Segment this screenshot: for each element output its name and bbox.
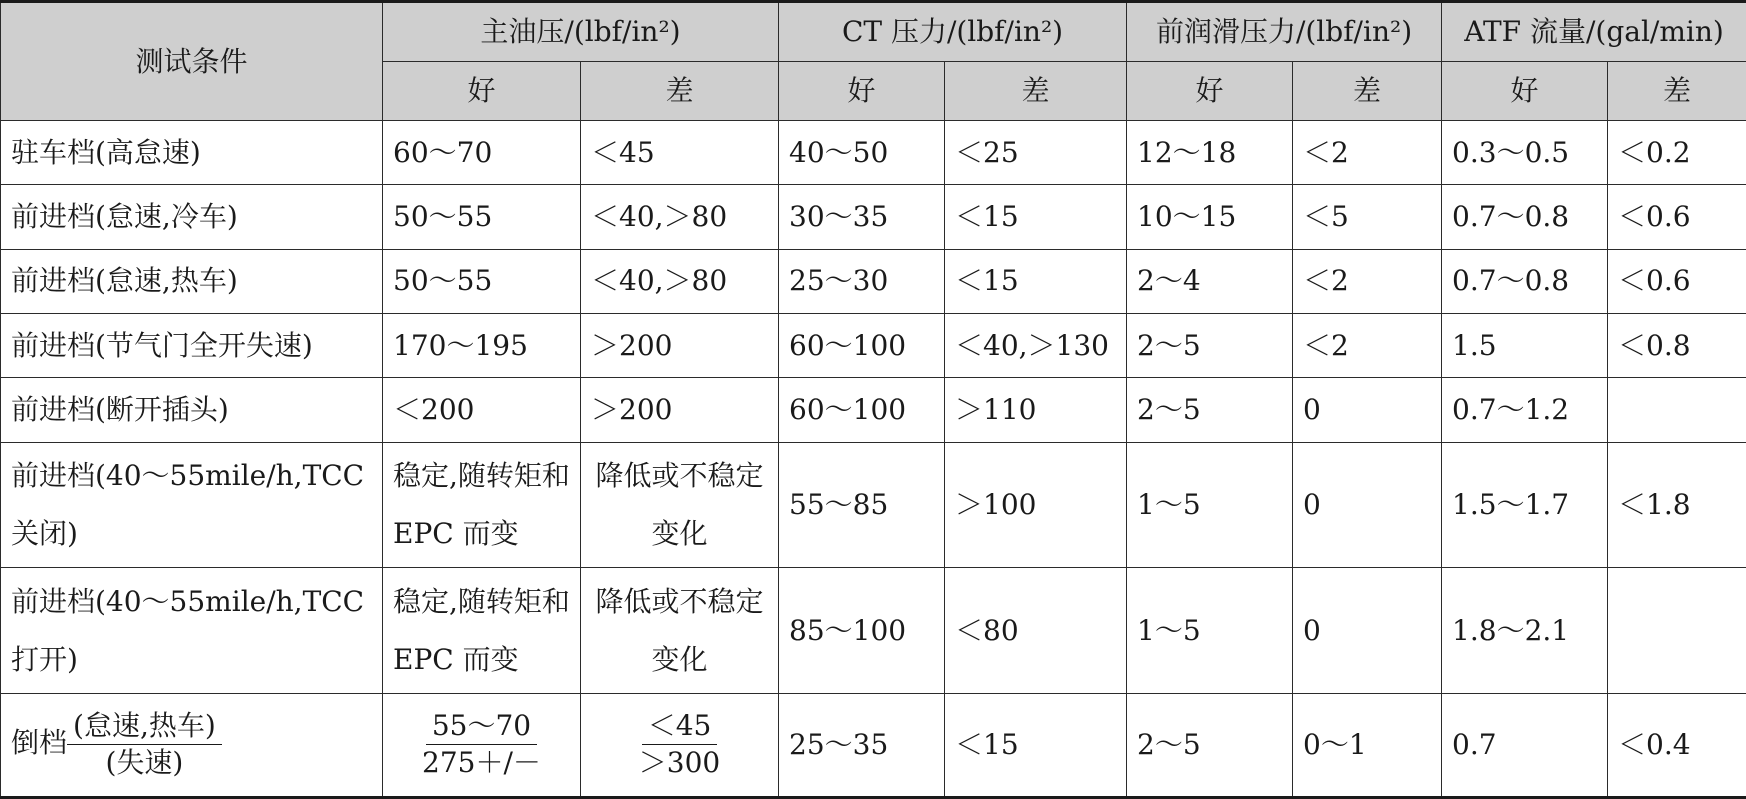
header-bad: 差 [1608, 62, 1746, 121]
table-row [1, 693, 1746, 797]
cell-main-pressure-bad: ＞200 [581, 378, 779, 442]
cell-ct-bad: ＞100 [945, 442, 1127, 568]
cell-atf-bad [1608, 568, 1746, 694]
row-condition [1, 693, 383, 797]
row-condition: 前进档(断开插头) [1, 378, 383, 442]
table-header [1, 2, 1746, 121]
cell-ct-bad: ＜15 [945, 185, 1127, 249]
cell-lube-good: 12～18 [1127, 121, 1293, 185]
header-test-condition: 测试条件 [1, 2, 383, 121]
cell-lube-good: 2～5 [1127, 314, 1293, 378]
cell-lube-good: 2～5 [1127, 693, 1293, 797]
cell-lube-good: 10～15 [1127, 185, 1293, 249]
cell-lube-good: 2～5 [1127, 378, 1293, 442]
cell-lube-bad: ＜5 [1293, 185, 1442, 249]
cell-ct-good: 40～50 [779, 121, 945, 185]
cell-lube-bad: 0 [1293, 568, 1442, 694]
cell-ct-good: 25～35 [779, 693, 945, 797]
cell-ct-good: 60～100 [779, 314, 945, 378]
header-front-lube-pressure: 前润滑压力/(lbf/in²) [1127, 2, 1442, 62]
main-pressure-good-denominator: 275＋/－ [422, 746, 541, 780]
main-pressure-bad-numerator: ＜45 [642, 708, 718, 745]
cell-main-pressure-bad: ＜45 [581, 121, 779, 185]
cell-main-pressure-bad: ＞200 [581, 314, 779, 378]
header-ct-pressure: CT 压力/(lbf/in²) [779, 2, 1127, 62]
cell-ct-bad: ＜25 [945, 121, 1127, 185]
cell-lube-bad: ＜2 [1293, 121, 1442, 185]
cell-lube-bad: ＜2 [1293, 314, 1442, 378]
main-pressure-good-numerator: 55～70 [426, 708, 537, 745]
cell-atf-bad: ＜0.4 [1608, 693, 1746, 797]
condition-numerator: (怠速,热车) [67, 708, 222, 745]
cell-lube-bad: 0 [1293, 378, 1442, 442]
cell-main-pressure-bad: 降低或不稳定变化 [581, 442, 779, 568]
table-row [1, 568, 1746, 694]
header-atf-flow: ATF 流量/(gal/min) [1442, 2, 1746, 62]
cell-atf-good: 0.7～0.8 [1442, 249, 1608, 313]
table-row [1, 378, 1746, 442]
table-row [1, 442, 1746, 568]
cell-atf-bad [1608, 378, 1746, 442]
cell-atf-bad: ＜0.8 [1608, 314, 1746, 378]
cell-ct-good: 85～100 [779, 568, 945, 694]
header-good: 好 [1127, 62, 1293, 121]
cell-atf-bad: ＜1.8 [1608, 442, 1746, 568]
cell-main-pressure-good: ＜200 [383, 378, 581, 442]
cell-ct-bad: ＜15 [945, 249, 1127, 313]
cell-atf-good: 1.5 [1442, 314, 1608, 378]
cell-atf-bad: ＜0.6 [1608, 185, 1746, 249]
cell-ct-good: 60～100 [779, 378, 945, 442]
cell-main-pressure-good [383, 693, 581, 797]
cell-main-pressure-good: 170～195 [383, 314, 581, 378]
cell-atf-good: 0.7～0.8 [1442, 185, 1608, 249]
cell-lube-good: 1～5 [1127, 442, 1293, 568]
cell-main-pressure-bad: ＜40,＞80 [581, 249, 779, 313]
header-good: 好 [779, 62, 945, 121]
main-pressure-good-fraction [416, 708, 547, 781]
cell-lube-bad: 0～1 [1293, 693, 1442, 797]
row-condition: 前进档(怠速,冷车) [1, 185, 383, 249]
cell-ct-good: 30～35 [779, 185, 945, 249]
cell-ct-good: 25～30 [779, 249, 945, 313]
condition-prefix: 倒档 [11, 726, 68, 760]
header-good: 好 [383, 62, 581, 121]
cell-atf-good: 1.5～1.7 [1442, 442, 1608, 568]
cell-main-pressure-good: 50～55 [383, 249, 581, 313]
cell-atf-bad: ＜0.2 [1608, 121, 1746, 185]
cell-atf-good: 1.8～2.1 [1442, 568, 1608, 694]
cell-ct-bad: ＜15 [945, 693, 1127, 797]
header-row-groups [1, 2, 1746, 62]
row-condition: 前进档(40～55mile/h,TCC 打开) [1, 568, 383, 694]
cell-atf-good: 0.7～1.2 [1442, 378, 1608, 442]
cell-main-pressure-bad: ＜40,＞80 [581, 185, 779, 249]
cell-ct-bad: ＜40,＞130 [945, 314, 1127, 378]
header-main-oil-pressure: 主油压/(lbf/in²) [383, 2, 779, 62]
cell-ct-bad: ＞110 [945, 378, 1127, 442]
condition-denominator: (失速) [105, 746, 184, 780]
table-body [1, 121, 1746, 798]
cell-atf-good: 0.7 [1442, 693, 1608, 797]
table-row [1, 185, 1746, 249]
cell-main-pressure-good: 50～55 [383, 185, 581, 249]
cell-lube-bad: ＜2 [1293, 249, 1442, 313]
header-good: 好 [1442, 62, 1608, 121]
table-row [1, 121, 1746, 185]
header-bad: 差 [581, 62, 779, 121]
table-row [1, 314, 1746, 378]
cell-main-pressure-bad [581, 693, 779, 797]
cell-ct-good: 55～85 [779, 442, 945, 568]
cell-main-pressure-good: 60～70 [383, 121, 581, 185]
header-bad: 差 [945, 62, 1127, 121]
cell-ct-bad: ＜80 [945, 568, 1127, 694]
condition-fraction [67, 708, 222, 781]
row-condition: 前进档(40～55mile/h,TCC 关闭) [1, 442, 383, 568]
cell-atf-bad: ＜0.6 [1608, 249, 1746, 313]
cell-main-pressure-bad: 降低或不稳定变化 [581, 568, 779, 694]
cell-main-pressure-good: 稳定,随转矩和 EPC 而变 [383, 442, 581, 568]
cell-main-pressure-good: 稳定,随转矩和 EPC 而变 [383, 568, 581, 694]
cell-lube-good: 1～5 [1127, 568, 1293, 694]
row-condition: 驻车档(高怠速) [1, 121, 383, 185]
cell-atf-good: 0.3～0.5 [1442, 121, 1608, 185]
cell-lube-bad: 0 [1293, 442, 1442, 568]
row-condition: 前进档(怠速,热车) [1, 249, 383, 313]
main-pressure-bad-denominator: ＞300 [638, 746, 721, 780]
cell-lube-good: 2～4 [1127, 249, 1293, 313]
main-pressure-bad-fraction [633, 708, 726, 781]
table-row [1, 249, 1746, 313]
header-bad: 差 [1293, 62, 1442, 121]
row-condition: 前进档(节气门全开失速) [1, 314, 383, 378]
